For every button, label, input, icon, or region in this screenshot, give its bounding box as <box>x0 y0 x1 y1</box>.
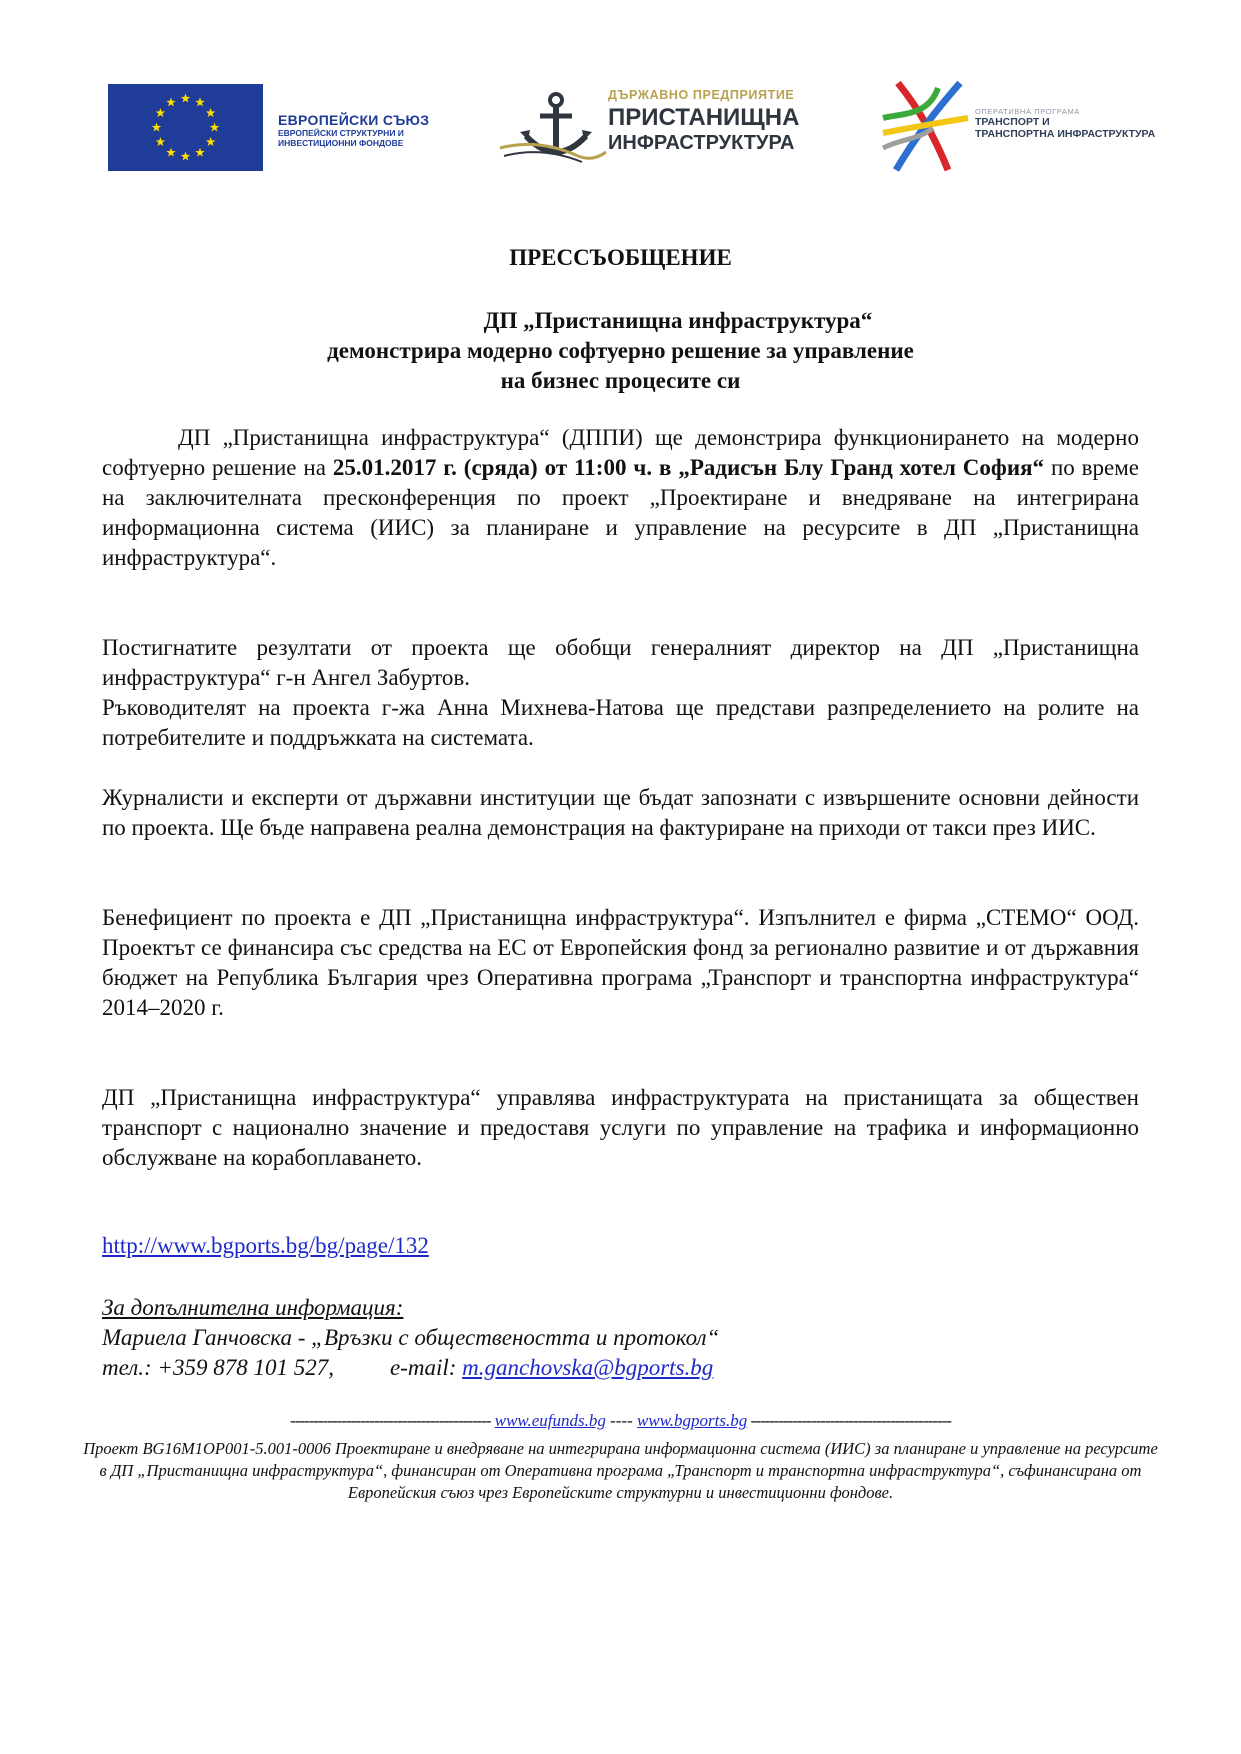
subtitle-line3: на бизнес процесите си <box>500 368 741 393</box>
intro-event-details: 25.01.2017 г. (сряда) от 11:00 ч. в „Радисън Блу Гранд хотел София“ <box>332 455 1045 480</box>
contact-block <box>102 1293 719 1383</box>
footer-links <box>0 1411 1241 1431</box>
op-logo-text <box>975 107 1155 140</box>
port-logo-line3: ИНФРАСТРУКТУРА <box>608 132 795 154</box>
eu-logo-line2: ЕВРОПЕЙСКИ СТРУКТУРНИ И <box>278 128 404 138</box>
contact-phone: тел.: +359 878 101 527, <box>102 1355 334 1380</box>
contact-label: За допълнителна информация: <box>102 1295 404 1320</box>
op-logo-line3: ТРАНСПОРТНА ИНФРАСТРУКТУРА <box>975 128 1156 140</box>
eufunds-link[interactable]: www.eufunds.bg <box>494 1411 606 1430</box>
eu-logo-line3: ИНВЕСТИЦИОННИ ФОНДОВЕ <box>278 138 404 148</box>
port-logo-line2: ПРИСТАНИЩНА <box>608 104 800 131</box>
contact-email-link[interactable]: m.ganchovska@bgports.bg <box>462 1355 714 1380</box>
eu-logo <box>108 84 478 174</box>
port-logo-text <box>608 88 799 154</box>
op-logo-line1: ОПЕРАТИВНА ПРОГРАМА <box>975 107 1080 116</box>
results-paragraph <box>102 633 1139 753</box>
operational-programme-logo <box>878 78 1168 178</box>
port-logo-line1: ДЪРЖАВНО ПРЕДПРИЯТИЕ <box>608 88 795 102</box>
document-subtitle <box>0 306 1241 396</box>
intro-text-1: ДП „Пристанищна инфраструктура“ (ДППИ) ще демонстрира функционирането на модерно софтуерно решение на <box>102 425 1139 480</box>
eu-logo-line1: ЕВРОПЕЙСКИ СЪЮЗ <box>278 112 430 128</box>
transport-programme-icon <box>878 78 973 173</box>
results-line1: Постигнатите резултати от проекта ще обобщи генералният директор на ДП „Пристанищна инфраструктура“ г-н Ангел Забуртов. <box>102 635 1139 690</box>
op-logo-line2: ТРАНСПОРТ И <box>975 116 1050 128</box>
anchor-icon <box>498 86 608 166</box>
beneficiary-paragraph: Бенефициент по проекта е ДП „Пристанищна инфраструктура“. Изпълнител е фирма „СТЕМО“ ООД. Проектът се финансира със средства на ЕС от Европейския фонд за регионално развитие и от държавния бюджет на Република България чрез Оперативна програма „Транспорт и транспортна инфраструктура“ 2014–2020 г. <box>102 905 1139 1020</box>
contact-email-label: e-mail: <box>389 1355 463 1380</box>
eu-flag-icon <box>108 84 263 171</box>
subtitle-line2: демонстрира модерно софтуерно решение за управление <box>327 338 914 363</box>
subtitle-line1: ДП „Пристанищна инфраструктура“ <box>483 308 873 333</box>
footer-dash-right: ------------------------------------------- <box>747 1411 951 1430</box>
eu-logo-text <box>278 112 478 148</box>
journalists-paragraph: Журналисти и експерти от държавни институции ще бъдат запознати с извършените основни дейности по проекта. Ще бъде направена реална демонстрация на фактуриране на приходи от такси през ИИС. <box>102 785 1139 840</box>
results-line2: Ръководителят на проекта г-жа Анна Михнева-Натова ще представи разпределението на ролите на потребителите и поддръжката на системата. <box>102 695 1139 750</box>
intro-text-2: по време на заключителната пресконференция по проект „Проектиране и внедряване на интегрирана информационна система (ИИС) за планиране и управление на ресурсите в ДП „Пристанищна инфраструктура“. <box>102 455 1140 570</box>
bgports-page-link[interactable]: http://www.bgports.bg/bg/page/132 <box>102 1233 429 1258</box>
header-logos <box>108 78 1158 178</box>
dp-role-paragraph: ДП „Пристанищна инфраструктура“ управлява инфраструктурата на пристанищата за обществен транспорт с национално значение и предоставя услуги по управление на трафика и информационно обслужване на корабоплаването. <box>102 1085 1139 1170</box>
document-title: ПРЕССЪОБЩЕНИЕ <box>509 245 732 270</box>
intro-paragraph <box>102 423 1139 573</box>
project-footnote: Проект BG16M1OP001-5.001-0006 Проектиране и внедряване на интегрирана информационна система (ИИС) за планиране и управление на ресурсите в ДП „Пристанищна инфраструктура“, финансиран от Оперативна програма „Транспорт и транспортна инфраструктура“, съфинансирана от Европейския съюз чрез Европейските структурни и инвестиционни фондове. <box>83 1439 1158 1502</box>
footer-dash-left: ------------------------------------------- <box>290 1411 491 1430</box>
bgports-link[interactable]: www.bgports.bg <box>637 1411 748 1430</box>
port-infrastructure-logo <box>498 78 818 178</box>
contact-person: Мариела Ганчовска - „Връзки с обществеността и протокол“ <box>102 1325 720 1350</box>
footer-dash-mid: ---- <box>605 1411 638 1430</box>
